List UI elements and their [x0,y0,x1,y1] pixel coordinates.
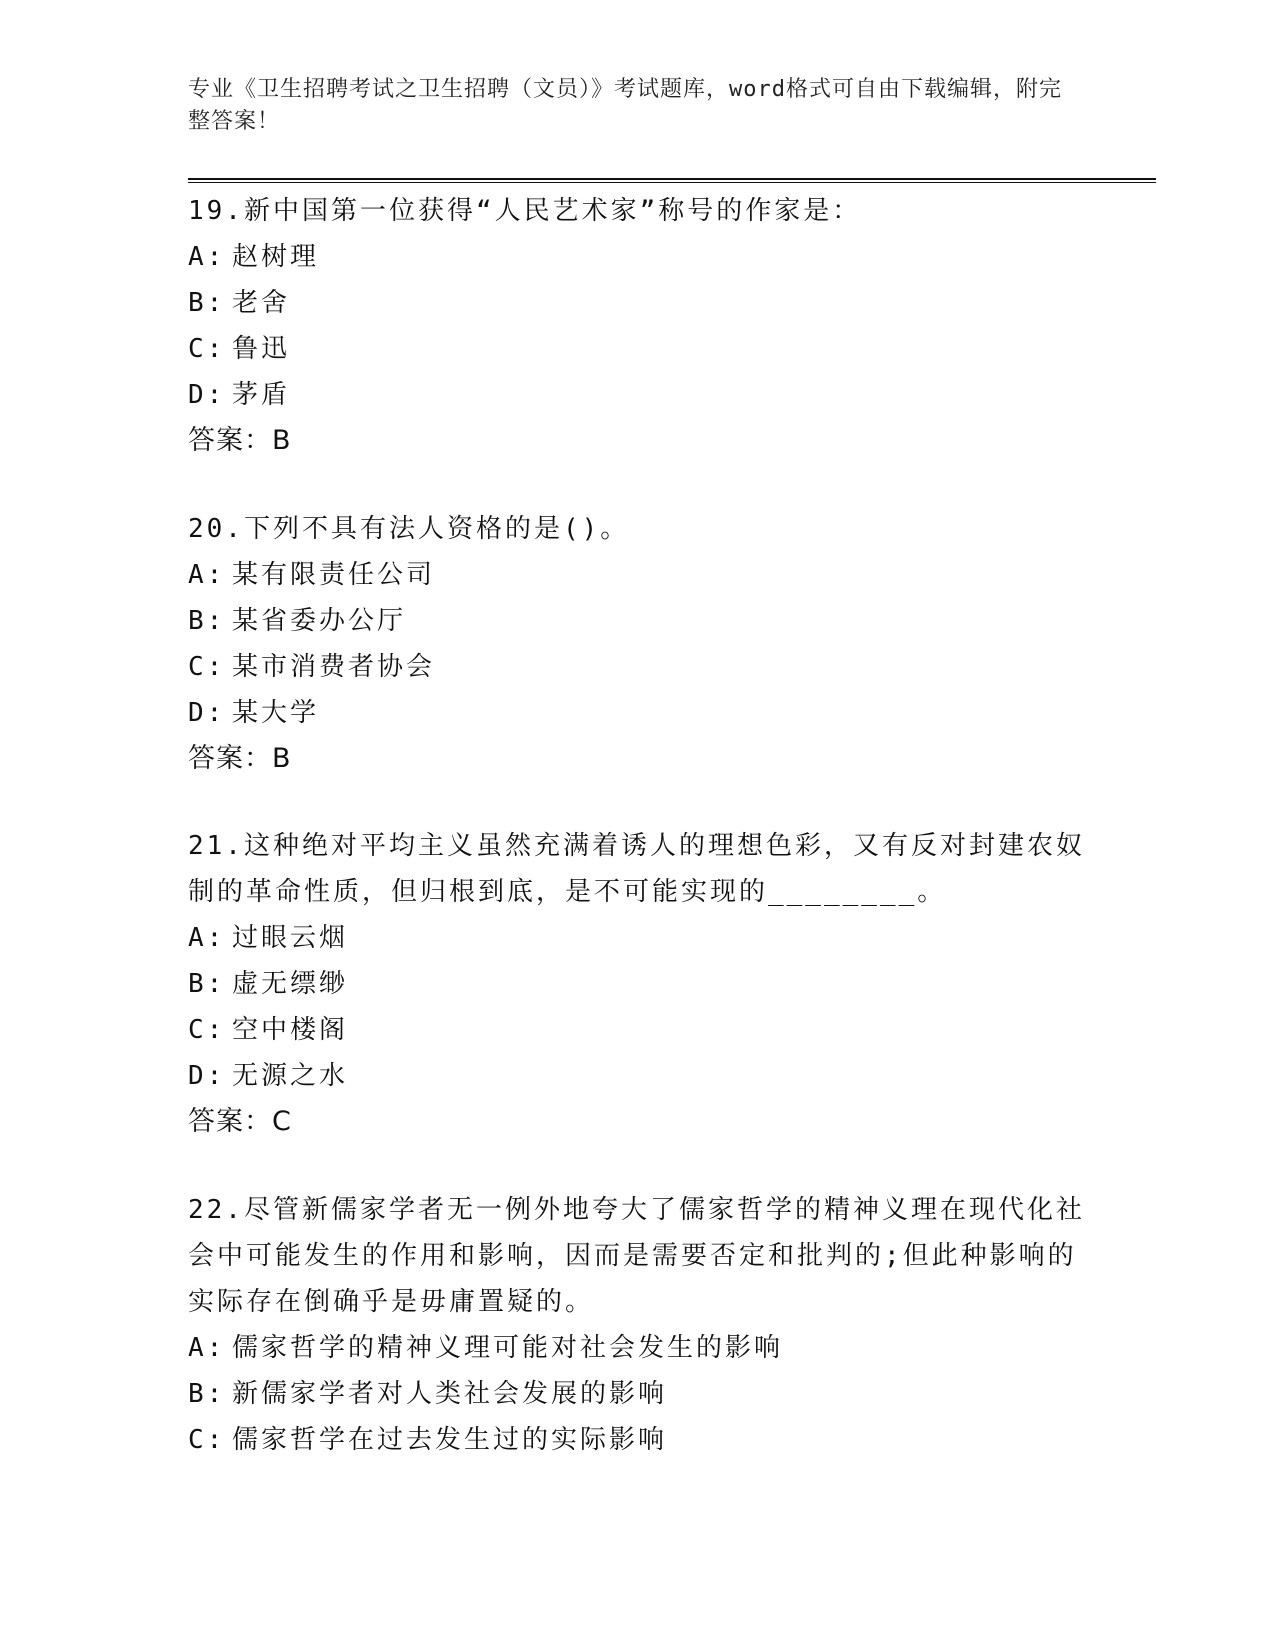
question-block [188,1187,1088,1463]
option-b [188,598,1088,644]
option-key: A: [188,242,226,272]
question-stem: 20.下列不具有法人资格的是()。 [188,514,630,544]
option-text: 赵树理 [232,242,320,272]
option-d [188,372,1088,418]
option-key: A: [188,923,226,953]
option-key: D: [188,1061,226,1091]
option-b [188,961,1088,1007]
header-note: 专业《卫生招聘考试之卫生招聘（文员）》考试题库，word格式可自由下载编辑，附完整答案！ [188,77,1062,134]
option-b [188,1371,1088,1417]
option-key: C: [188,1425,226,1455]
option-c [188,1007,1088,1053]
option-text: 过眼云烟 [232,923,349,953]
answer-line: 答案：B [188,425,292,456]
option-key: A: [188,560,226,590]
question-block [188,823,1088,1145]
option-key: A: [188,1333,226,1363]
question-stem: 21.这种绝对平均主义虽然充满着诱人的理想色彩，又有反对封建农奴制的革命性质，但归根到底，是不可能实现的________。 [188,831,1085,907]
option-text: 无源之水 [232,1061,349,1091]
option-text: 新儒家学者对人类社会发展的影响 [232,1379,668,1409]
option-text: 老舍 [232,288,291,318]
option-key: B: [188,969,226,999]
option-key: C: [188,652,226,682]
question-stem: 22.尽管新儒家学者无一例外地夸大了儒家哲学的精神义理在现代化社会中可能发生的作用和影响，因而是需要否定和批判的;但此种影响的实际存在倒确乎是毋庸置疑的。 [188,1195,1085,1317]
option-text: 某大学 [232,698,320,728]
option-a [188,234,1088,280]
option-c [188,1417,1088,1463]
option-text: 虚无缥缈 [232,969,349,999]
option-key: C: [188,1015,226,1045]
option-c [188,326,1088,372]
answer-line: 答案：B [188,743,292,774]
option-key: D: [188,380,226,410]
option-key: D: [188,698,226,728]
option-text: 某有限责任公司 [232,560,436,590]
option-key: B: [188,288,226,318]
question-block [188,188,1088,464]
option-b [188,280,1088,326]
answer-line: 答案：C [188,1106,292,1137]
option-c [188,644,1088,690]
question-block [188,506,1088,782]
option-text: 某省委办公厅 [232,606,407,636]
option-text: 茅盾 [232,380,291,410]
option-text: 儒家哲学的精神义理可能对社会发生的影响 [232,1333,784,1363]
option-text: 鲁迅 [232,334,291,364]
header-divider [188,178,1156,183]
option-a [188,1325,1088,1371]
option-text: 空中楼阁 [232,1015,349,1045]
option-text: 儒家哲学在过去发生过的实际影响 [232,1425,668,1455]
option-key: B: [188,606,226,636]
option-a [188,552,1088,598]
option-text: 某市消费者协会 [232,652,436,682]
option-key: C: [188,334,226,364]
option-a [188,915,1088,961]
question-stem: 19.新中国第一位获得“人民艺术家”称号的作家是： [188,196,862,226]
option-key: B: [188,1379,226,1409]
option-d [188,1053,1088,1099]
option-d [188,690,1088,736]
